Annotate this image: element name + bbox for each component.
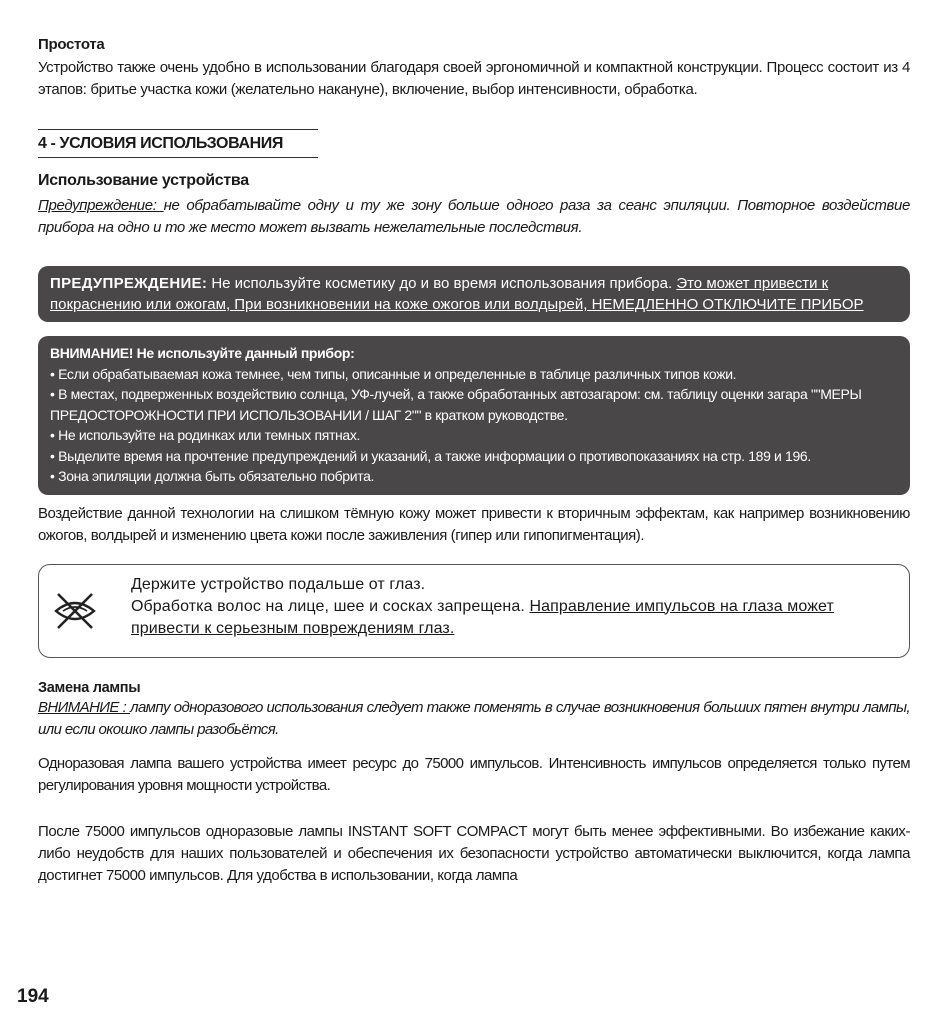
simplicity-text: Устройство также очень удобно в использовании благодаря своей эргономичной и компактной конструкции. Процесс состоит из 4 этапов: бритье участка кожи (желательно накануне), включение, выбор интенсивности, обработка.	[38, 59, 910, 98]
lamp-paragraph-2: После 75000 импульсов одноразовые лампы INSTANT SOFT COMPACT могут быть менее эффективными. Во избежание каких-либо неудобств для наших пользователей и обеспечения их безопасности устройство автоматически выключится, когда лампа достигнет 75000 импульсов. Для удобства в использовании, когда лампа	[38, 822, 910, 884]
eye-warning-line1: Держите устройство подальше от глаз.	[131, 575, 426, 593]
eye-warning-text	[131, 574, 891, 640]
contraindication-item: • Зона эпиляции должна быть обязательно побрита.	[50, 468, 375, 484]
dark-skin-text: Воздействие данной технологии на слишком тёмную кожу может привести к вторичным эффектам, как например возникновению ожогов, волдырей и изменению цвета кожи после заживления (гипер или гипопигментация).	[38, 504, 910, 544]
eye-warning-line2: Обработка волос на лице, шее и сосках запрещена. Направление импульсов на глаза может привести к серьезным повреждениям глаз.	[131, 597, 834, 637]
caution-text: лампу одноразового использования следует также поменять в случае возникновения больших пятен внутри лампы, или если окошко лампы разобьётся.	[38, 698, 910, 738]
lamp-paragraph-1: Одноразовая лампа вашего устройства имеет ресурс до 75000 импульсов. Интенсивность импульсов определяется только путем регулирования уровня мощности устройства.	[38, 754, 910, 794]
lamp-heading: Замена лампы	[38, 679, 141, 696]
crossed-eye-icon	[53, 589, 97, 633]
simplicity-heading: Простота	[38, 36, 105, 53]
contraindications-title: ВНИМАНИЕ! Не используйте данный прибор:	[50, 345, 355, 361]
page-number: 194	[17, 986, 49, 1007]
usage-warning	[38, 195, 910, 239]
eye-warning-underlined: Направление импульсов на глаза может привести к серьезным повреждениям глаз.	[131, 597, 834, 637]
usage-heading: Использование устройства	[38, 172, 249, 189]
warning-label: Предупреждение:	[38, 197, 164, 214]
warning-text: не обрабатывайте одну и ту же зону больше одного раза за сеанс эпиляции. Повторное воздействие прибора на одно и то же место может вызвать нежелательные последствия.	[38, 197, 910, 236]
caution-label: ВНИМАНИЕ :	[38, 698, 131, 716]
cosmetics-warning-box	[38, 266, 910, 322]
warning-box-text: Не используйте косметику до и во время использования прибора.	[207, 275, 677, 292]
warning-box-label: ПРЕДУПРЕЖДЕНИЕ:	[50, 275, 208, 292]
contraindication-item: • Если обрабатываемая кожа темнее, чем типы, описанные и определенные в таблице различных типов кожи.	[50, 365, 737, 382]
warning-box-underlined: Это может привести к покраснению или ожогам, При возникновении на коже ожогов или волдырей, НЕМЕДЛЕННО ОТКЛЮЧИТЕ ПРИБОР	[50, 275, 864, 313]
contraindication-item: • Выделите время на прочтение предупреждений и указаний, а также информации о противопоказаниях на стр. 189 и 196.	[50, 447, 811, 464]
contraindication-item: • Не используйте на родинках или темных пятнах.	[50, 427, 361, 443]
contraindication-item: • В местах, подверженных воздействию солнца, УФ-лучей, а также обработанных автозагаром: см. таблицу оценки загара ""МЕРЫ ПРЕДОСТОРОЖНОСТИ ПРИ ИСПОЛЬЗОВАНИИ / ШАГ 2"" в кратком руководстве.	[50, 386, 862, 423]
contraindications-box	[38, 336, 910, 495]
lamp-caution	[38, 697, 910, 741]
document-page	[38, 36, 910, 887]
section-title: 4 - УСЛОВИЯ ИСПОЛЬЗОВАНИЯ	[38, 129, 318, 158]
eye-warning-box	[38, 564, 910, 658]
